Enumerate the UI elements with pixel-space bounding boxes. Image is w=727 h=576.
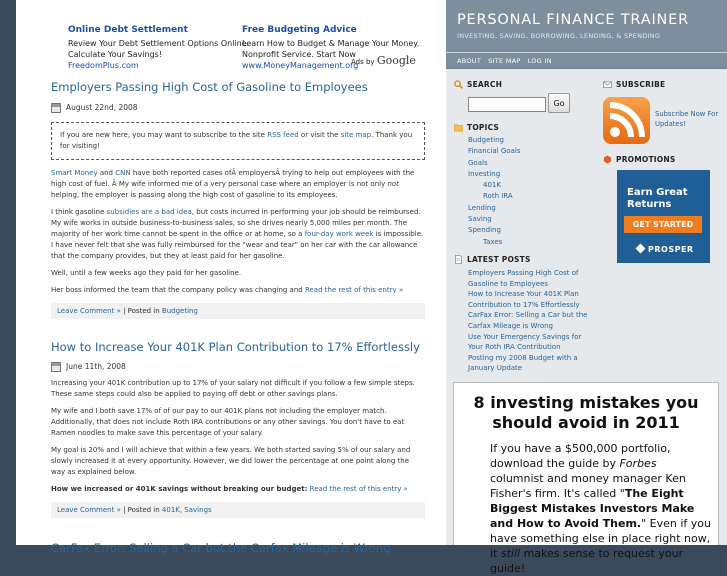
topic-item bbox=[468, 146, 520, 157]
topic-item bbox=[468, 225, 520, 236]
rss-feed-icon[interactable] bbox=[603, 97, 650, 144]
post-date-text: June 11th, 2008 bbox=[66, 362, 126, 371]
guide-title: The Eight Biggest Mistakes Investors Make and How to Avoid Them. bbox=[490, 487, 695, 530]
top-nav bbox=[446, 52, 727, 69]
post-meta bbox=[51, 303, 425, 319]
post-paragraph: My goal is 20% and I will achieve that within a few years. We both started saving 5% of our salary and slowly increased it at every opportunity. However, we did lower the percentage at one point along the way as explained below. bbox=[51, 446, 411, 476]
text: is impossible. I have never felt that she was fully reimbursed for the "wear and tear" on her car with the car allowance that the company provides, but they at least paid for her gasoline. bbox=[51, 230, 424, 260]
text: If you have a $500,000 portfolio, download the guide by bbox=[490, 442, 671, 470]
topic-item bbox=[468, 169, 520, 180]
emphasis: still bbox=[500, 547, 521, 560]
ad-line: Review Your Debt Settlement Options Online. bbox=[68, 39, 250, 48]
text: I think gasoline bbox=[51, 208, 107, 216]
text: | Posted in bbox=[120, 506, 162, 514]
post bbox=[51, 80, 425, 319]
bold-text: How we increased or 401K savings without breaking our budget: bbox=[51, 485, 308, 493]
promo-headline-line: Earn Great bbox=[627, 187, 688, 198]
emphasis: Forbes bbox=[619, 457, 657, 470]
emphasis: not bbox=[387, 180, 399, 188]
post-title[interactable]: CarFax Error: Selling a Car but the Carfax Mileage is Wrong bbox=[51, 541, 391, 555]
prosper-logo-icon bbox=[636, 244, 646, 254]
latest-posts-widget-title bbox=[454, 255, 531, 264]
page bbox=[16, 0, 727, 575]
text: , but costs incurred in performing your job should be reimbursed. My wife works in outside business-to-business sales, so she drives nearly 5,000 miles per month. The majority of her work time cannot be spent in the office or at home, so a bbox=[51, 208, 421, 238]
ad-line: Nonprofit Service. Start Now bbox=[242, 50, 356, 59]
rss-feed-link[interactable]: RSS feed bbox=[267, 131, 299, 139]
post-date bbox=[51, 102, 425, 113]
post-title[interactable]: How to Increase Your 401K Plan Contribution to 17% Effortlessly bbox=[51, 340, 420, 354]
envelope-icon bbox=[603, 80, 612, 89]
search-input[interactable] bbox=[468, 97, 546, 112]
ad-body bbox=[490, 441, 712, 576]
promo-headline-line: Returns bbox=[627, 199, 672, 210]
topic-item bbox=[468, 191, 520, 202]
widget-title-text: SUBSCRIBE bbox=[616, 80, 666, 89]
topic-financial-goals[interactable]: Financial Goals bbox=[468, 147, 521, 156]
ad-url[interactable]: FreedomPlus.com bbox=[68, 61, 139, 70]
topic-taxes[interactable]: Taxes bbox=[483, 237, 503, 246]
widget-title-text: TOPICS bbox=[467, 123, 500, 132]
topic-spending[interactable]: Spending bbox=[468, 226, 501, 235]
ad-title[interactable]: Free Budgeting Advice bbox=[242, 25, 357, 35]
subscribe-link[interactable]: Subscribe Now For Updates! bbox=[655, 110, 719, 128]
widget-title-text: SEARCH bbox=[467, 80, 503, 89]
ad-headline: 8 investing mistakes you should avoid in 2011 bbox=[473, 393, 699, 432]
promotions-widget-title bbox=[603, 155, 675, 164]
topic-item bbox=[468, 203, 520, 214]
latest-post-link[interactable]: How to Increase Your 401K Plan Contribution to 17% Effortlessly bbox=[468, 290, 580, 309]
topics-widget-title bbox=[454, 123, 499, 132]
ad-url[interactable]: www.MoneyManagement.org bbox=[242, 61, 359, 70]
nav-site-map[interactable]: SITE MAP bbox=[488, 57, 521, 65]
site-header bbox=[446, 0, 727, 69]
text: " Even if you have something else in place right now, it bbox=[490, 517, 712, 560]
search-go-button[interactable]: Go bbox=[548, 93, 570, 113]
latest-post-link[interactable]: Employers Passing High Cost of Gasoline to Employees bbox=[468, 269, 579, 288]
rss-icon bbox=[603, 97, 650, 144]
prosper-promo-banner[interactable] bbox=[617, 170, 710, 263]
post bbox=[51, 541, 425, 555]
latest-post-link[interactable]: Posting my 2008 Budget with a January Update bbox=[468, 353, 578, 373]
notice-text: If you are new here, you may want to subscribe to the site bbox=[60, 131, 268, 139]
post-paragraph bbox=[51, 484, 425, 495]
magnifier-icon bbox=[454, 80, 463, 89]
post-paragraph bbox=[51, 285, 425, 296]
topic-goals[interactable]: Goals bbox=[468, 158, 488, 167]
post-meta bbox=[51, 502, 425, 518]
post-paragraph bbox=[51, 207, 425, 262]
topic-investing[interactable]: Investing bbox=[468, 169, 501, 178]
topic-item bbox=[468, 237, 520, 248]
leave-comment-link[interactable]: Leave Comment » bbox=[57, 307, 121, 315]
post-date-text: August 22nd, 2008 bbox=[66, 103, 138, 112]
site-description: INVESTING, SAVING, BORROWING, LENDING, & SPENDING bbox=[457, 32, 661, 40]
ads-by-google[interactable] bbox=[351, 55, 416, 68]
post-paragraph bbox=[51, 168, 425, 201]
read-more-link[interactable]: Read the rest of this entry » bbox=[307, 485, 408, 493]
post-paragraph: Increasing your 401K contribution up to 17% of your salary not difficult if you follow a few simple steps. These same steps could also be applied to paying off debt or other savings plans. bbox=[51, 379, 415, 398]
widget-title-text: PROMOTIONS bbox=[616, 155, 676, 164]
nav-log-in[interactable]: LOG IN bbox=[527, 57, 552, 65]
text: and bbox=[97, 169, 116, 177]
four-day-week-link[interactable]: four-day work week bbox=[304, 230, 374, 238]
leave-comment-link[interactable]: Leave Comment » bbox=[57, 506, 121, 514]
widget-title-text: LATEST POSTS bbox=[467, 255, 531, 264]
post-date bbox=[51, 361, 425, 372]
promo-icon bbox=[603, 155, 612, 164]
smart-money-link[interactable]: Smart Money bbox=[51, 169, 98, 177]
topic-item bbox=[468, 214, 520, 225]
read-more-link[interactable]: Read the rest of this entry » bbox=[304, 286, 404, 294]
topic-401k[interactable]: 401K bbox=[483, 181, 501, 190]
post bbox=[51, 340, 425, 518]
topic-roth-ira[interactable]: Roth IRA bbox=[483, 192, 513, 201]
get-started-button[interactable]: GET STARTED bbox=[624, 216, 702, 233]
text: makes sense to request your guide! bbox=[490, 547, 684, 575]
subsidies-link[interactable]: subsidies are a bad idea bbox=[106, 208, 192, 216]
category-link[interactable]: 401K, Savings bbox=[161, 506, 212, 514]
google-logo: Google bbox=[376, 54, 416, 67]
calendar-icon bbox=[51, 103, 61, 113]
ad-line: Learn How to Budget & Manage Your Money. bbox=[242, 39, 420, 48]
topic-saving[interactable]: Saving bbox=[468, 215, 492, 224]
text-ads bbox=[51, 25, 421, 70]
folder-icon bbox=[454, 123, 463, 132]
post-title[interactable]: Employers Passing High Cost of Gasoline to Employees bbox=[51, 80, 368, 94]
main-content bbox=[51, 80, 425, 555]
topic-lending[interactable]: Lending bbox=[468, 203, 496, 212]
prosper-logo bbox=[637, 245, 694, 254]
text: columnist and money manager Ken Fisher's firm. It's called " bbox=[490, 472, 686, 500]
text: have both reported cases ofÂ employersÂ trying to help out employees with the high cost of fuel. Â My wife informed me of a very personal case where an employer is not only bbox=[51, 169, 415, 188]
topic-item bbox=[468, 180, 520, 191]
topic-item bbox=[468, 135, 520, 146]
latest-post-link[interactable]: Use Your Emergency Savings for Your Roth IRA Contribution bbox=[468, 332, 582, 352]
subscribe-widget-title bbox=[603, 80, 665, 89]
site-map-link[interactable]: site map bbox=[340, 131, 372, 139]
post-paragraph: My wife and I both save 17% of of our pay to our 401K plans not including the employer match. Additionally, that does not include Roth IRA contributions or any other savings. You don't have to eat Ramen noodles to make save this percentage of your salary. bbox=[51, 407, 405, 437]
latest-post-link[interactable]: CarFax Error: Selling a Car but the Carfax Mileage is Wrong bbox=[468, 311, 588, 330]
search-widget-title bbox=[454, 80, 502, 89]
post-paragraph: Well, until a few weeks ago they paid for her gasoline. bbox=[51, 269, 242, 277]
notice-text: . Thank you for visiting! bbox=[60, 131, 413, 150]
cnn-link[interactable]: CNN bbox=[115, 169, 131, 177]
text: helping, the employer is passing along the high cost of gasoline to its employees. bbox=[51, 191, 338, 199]
notice-text: or visit the bbox=[298, 131, 341, 139]
calendar-icon bbox=[51, 362, 61, 372]
topic-item bbox=[468, 158, 520, 169]
category-link[interactable]: Budgeting bbox=[161, 307, 198, 315]
ad-line: Calculate Your Savings! bbox=[68, 50, 162, 59]
site-title[interactable]: PERSONAL FINANCE TRAINER bbox=[457, 12, 689, 28]
text: | Posted in bbox=[120, 307, 162, 315]
promo-headline bbox=[627, 187, 688, 211]
topics-list bbox=[468, 135, 520, 248]
prosper-brand: PROSPER bbox=[648, 245, 694, 254]
ads-by-label: Ads by bbox=[351, 58, 375, 66]
fisher-investments-ad[interactable] bbox=[453, 382, 719, 575]
subscribe-notice bbox=[51, 122, 425, 160]
nav-about[interactable]: ABOUT bbox=[457, 57, 482, 65]
topic-budgeting[interactable]: Budgeting bbox=[468, 136, 505, 144]
ad-title[interactable]: Online Debt Settlement bbox=[68, 25, 188, 35]
text: Her boss informed the team that the company policy was changing and bbox=[51, 286, 305, 294]
document-icon bbox=[454, 255, 463, 264]
latest-posts-list bbox=[468, 268, 588, 374]
ad-debt-settlement[interactable] bbox=[68, 25, 249, 71]
